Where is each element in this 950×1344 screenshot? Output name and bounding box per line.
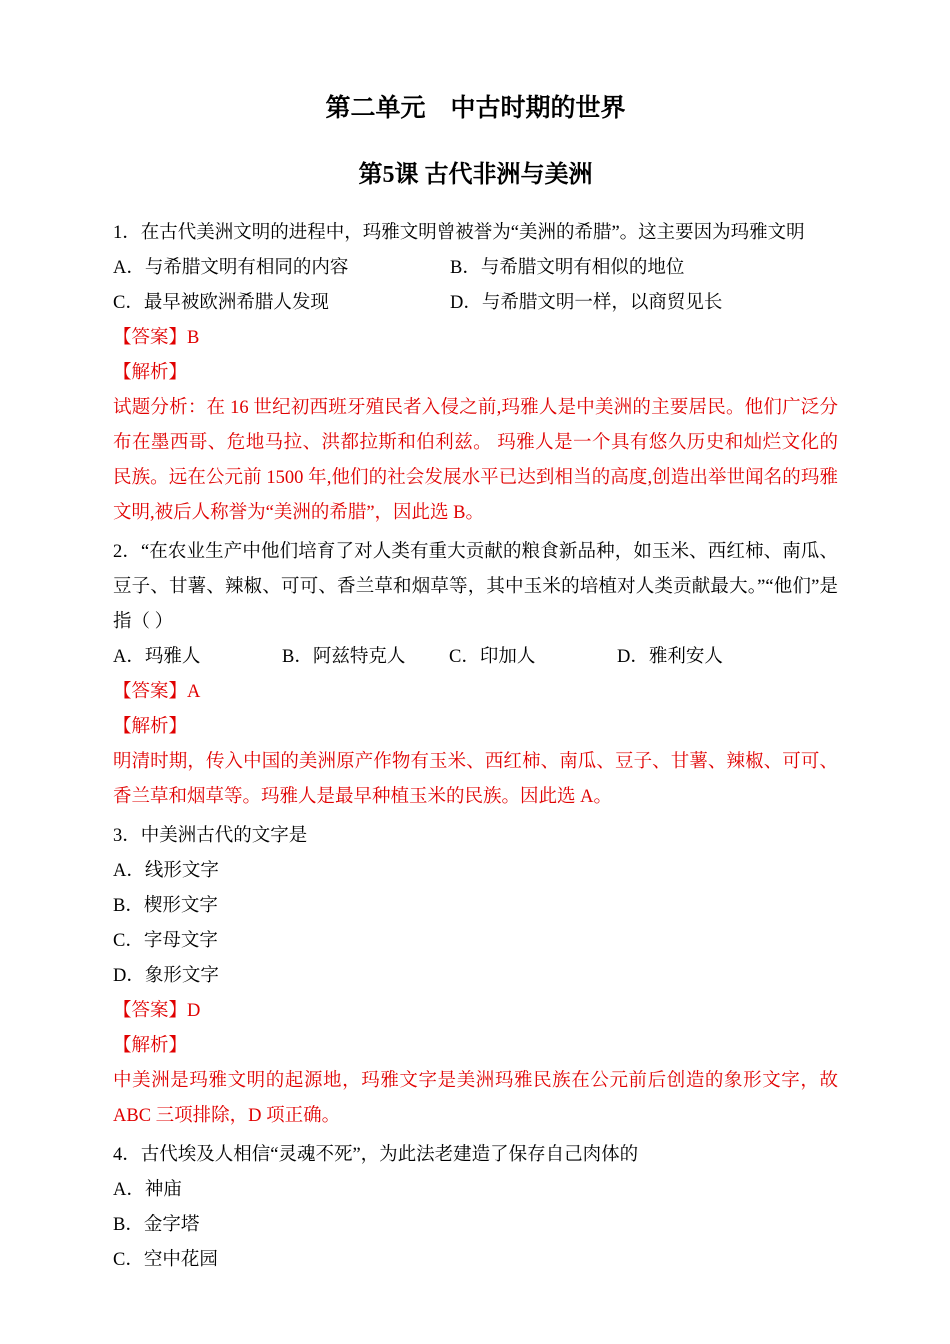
question-4-stem: 4．古代埃及人相信“灵魂不死”，为此法老建造了保存自己肉体的 <box>113 1145 639 1165</box>
analysis-label: 【解析】 <box>113 717 188 737</box>
lesson-title: 第5课 古代非洲与美洲 <box>358 162 593 188</box>
question-2-analysis-text: 明清时期，传入中国的美洲原产作物有玉米、西红柿、南瓜、豆子、甘薯、辣椒、可可、香兰草和烟草等。玛雅人是最早种植玉米的民族。因此选 A。 <box>113 752 838 807</box>
question-4 <box>113 1138 838 1278</box>
question-1-answer-line <box>113 321 838 356</box>
answer-label: 【答案】 <box>113 328 188 348</box>
question-1-analysis-text: 试题分析：在 16 世纪初西班牙殖民者入侵之前,玛雅人是中美洲的主要居民。他们广泛分布在墨西哥、危地马拉、洪都拉斯和伯利兹。 玛雅人是一个具有悠久历史和灿烂文化的民族。远在公元前 1500 年,他们的社会发展水平已达到相当的高度,创造出举世闻名的玛雅文明,被后人称誉为“美洲的希腊”，因此选 B。 <box>113 398 838 523</box>
question-1-answer-value: B <box>187 328 200 348</box>
answer-label: 【答案】 <box>113 1001 188 1021</box>
question-2-answer-value: A <box>187 682 201 702</box>
question-2-option-d: D．雅利安人 <box>617 647 723 667</box>
question-3-option-a: A．线形文字 <box>113 861 219 881</box>
question-2-options-row <box>113 640 838 675</box>
question-3-option-d: D．象形文字 <box>113 966 219 986</box>
analysis-label: 【解析】 <box>113 1036 188 1056</box>
analysis-label: 【解析】 <box>113 363 188 383</box>
question-3-answer-value: D <box>187 1001 201 1021</box>
question-2-option-b: B．阿兹特克人 <box>282 647 406 667</box>
question-2-option-a: A．玛雅人 <box>113 647 201 667</box>
question-1-option-d: D．与希腊文明一样，以商贸见长 <box>450 293 723 313</box>
question-3-analysis-text: 中美洲是玛雅文明的起源地，玛雅文字是美洲玛雅民族在公元前后创造的象形文字，故 ABC 三项排除，D 项正确。 <box>113 1071 838 1126</box>
question-4-option-a: A．神庙 <box>113 1180 182 1200</box>
question-1-stem: 1．在古代美洲文明的进程中，玛雅文明曾被誉为“美洲的希腊”。这主要因为玛雅文明 <box>113 223 805 243</box>
question-1-options-row-2 <box>113 286 838 321</box>
unit-title: 第二单元 中古时期的世界 <box>325 95 626 122</box>
question-1-option-b: B．与希腊文明有相似的地位 <box>450 258 685 278</box>
question-2-stem: 2．“在农业生产中他们培育了对人类有重大贡献的粮食新品种，如玉米、西红柿、南瓜、豆子、甘薯、辣椒、可可、香兰草和烟草等，其中玉米的培植对人类贡献最大。”“他们”是指（ ） <box>113 542 838 632</box>
question-2-option-c: C．印加人 <box>449 647 536 667</box>
question-3-option-b: B．楔形文字 <box>113 896 218 916</box>
question-1 <box>113 216 838 531</box>
question-3-answer-line <box>113 994 838 1029</box>
question-2 <box>113 535 838 815</box>
question-1-option-a: A．与希腊文明有相同的内容 <box>113 258 349 278</box>
question-1-options-row-1 <box>113 251 838 286</box>
question-3 <box>113 819 838 1134</box>
question-3-stem: 3．中美洲古代的文字是 <box>113 826 308 846</box>
answer-label: 【答案】 <box>113 682 188 702</box>
question-2-answer-line <box>113 675 838 710</box>
question-1-option-c: C．最早被欧洲希腊人发现 <box>113 293 329 313</box>
question-4-option-b: B．金字塔 <box>113 1215 200 1235</box>
question-3-option-c: C．字母文字 <box>113 931 218 951</box>
question-4-option-c: C．空中花园 <box>113 1250 218 1270</box>
